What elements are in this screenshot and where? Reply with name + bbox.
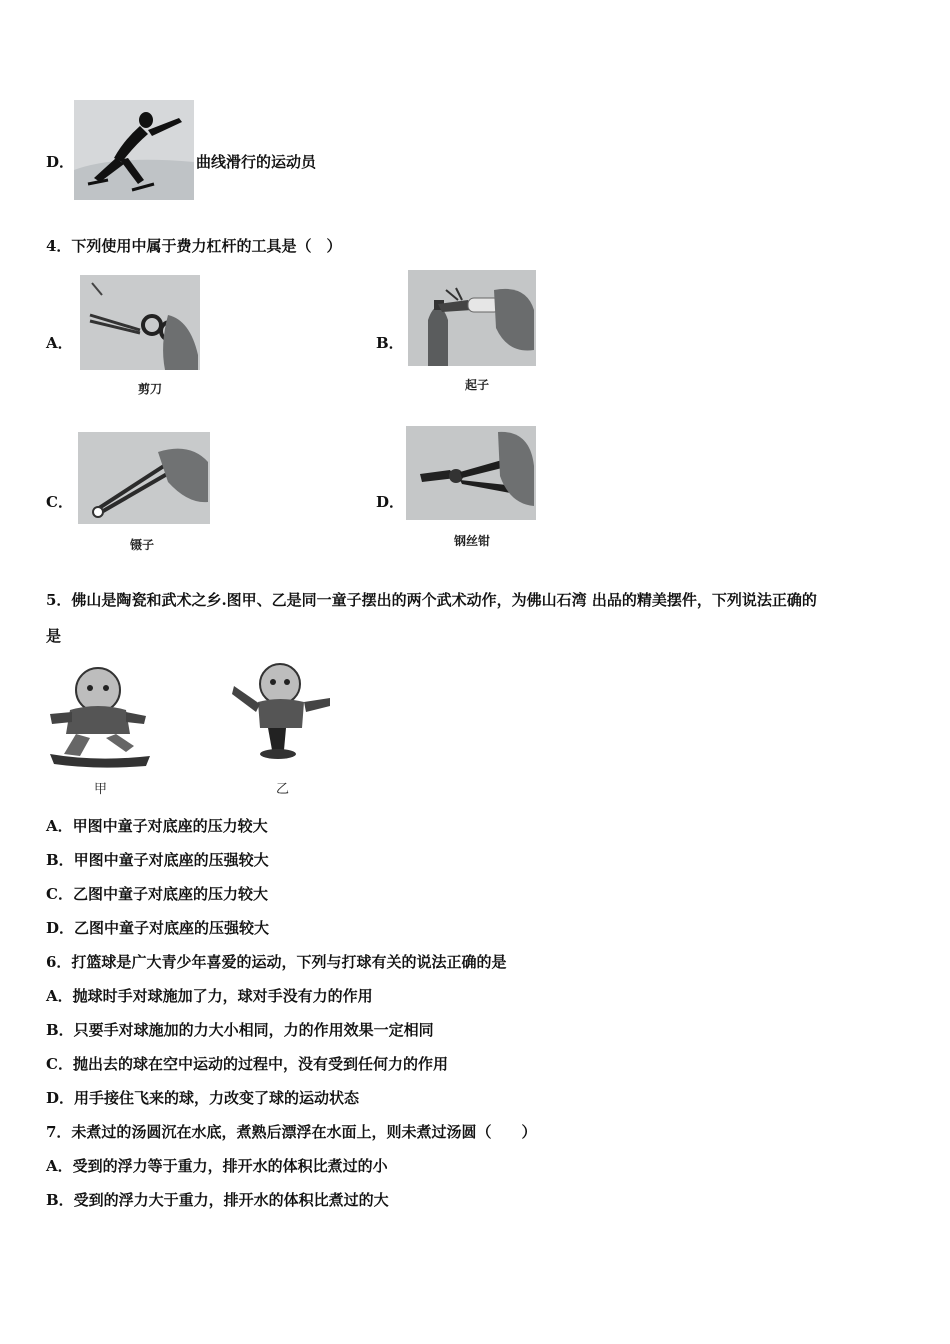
q6-option-b: B．只要手对球施加的力大小相同，力的作用效果一定相同 <box>46 1021 434 1039</box>
q4-option-d-caption: 钢丝钳 <box>454 534 491 548</box>
tweezers-photo <box>78 432 210 524</box>
q4-option-b-caption: 起子 <box>465 378 490 392</box>
figure-yi-label: 乙 <box>276 782 290 797</box>
bottle-opener-photo <box>408 270 536 366</box>
q3-option-d-label: D． <box>46 153 75 171</box>
skater-photo <box>74 100 194 200</box>
scissors-photo <box>80 275 200 370</box>
figure-jia-label: 甲 <box>94 782 108 797</box>
q6-option-a: A．抛球时手对球施加了力，球对手没有力的作用 <box>46 987 373 1005</box>
q6-option-c: C．抛出去的球在空中运动的过程中，没有受到任何力的作用 <box>46 1055 448 1073</box>
q6-stem: 6．打篮球是广大青少年喜爱的运动，下列与打球有关的说法正确的是 <box>46 953 507 971</box>
q4-option-c-caption: 镊子 <box>130 538 155 552</box>
q4-option-d-label: D． <box>376 493 405 511</box>
q4-option-a-caption: 剪刀 <box>138 382 163 396</box>
q5-stem-line2: 是 <box>46 627 62 645</box>
q5-stem-line1: 5．佛山是陶瓷和武术之乡.图甲、乙是同一童子摆出的两个武术动作，为佛山石湾 出品的精美摆件，下列说法正确的 <box>46 591 817 609</box>
q7-option-b: B．受到的浮力大于重力，排开水的体积比煮过的大 <box>46 1191 389 1209</box>
q4-option-b-label: B． <box>376 334 404 352</box>
figure-jia <box>46 662 152 770</box>
q5-option-d: D．乙图中童子对底座的压强较大 <box>46 919 270 937</box>
q4-option-c-label: C． <box>46 493 73 511</box>
q5-option-b: B．甲图中童子对底座的压强较大 <box>46 851 269 869</box>
q5-option-c: C．乙图中童子对底座的压力较大 <box>46 885 268 903</box>
q5-option-a: A．甲图中童子对底座的压力较大 <box>46 817 268 835</box>
q7-stem: 7．未煮过的汤圆沉在水底，煮熟后漂浮在水面上，则未煮过汤圆（ ） <box>46 1123 537 1141</box>
pliers-photo <box>406 426 536 520</box>
figure-yi <box>228 658 334 770</box>
q4-option-a-label: A． <box>46 334 73 352</box>
q7-option-a: A．受到的浮力等于重力，排开水的体积比煮过的小 <box>46 1157 388 1175</box>
q6-option-d: D．用手接住飞来的球，力改变了球的运动状态 <box>46 1089 360 1107</box>
q3-option-d-text: 曲线滑行的运动员 <box>196 153 317 171</box>
q4-stem: 4．下列使用中属于费力杠杆的工具是（ ） <box>46 237 342 255</box>
